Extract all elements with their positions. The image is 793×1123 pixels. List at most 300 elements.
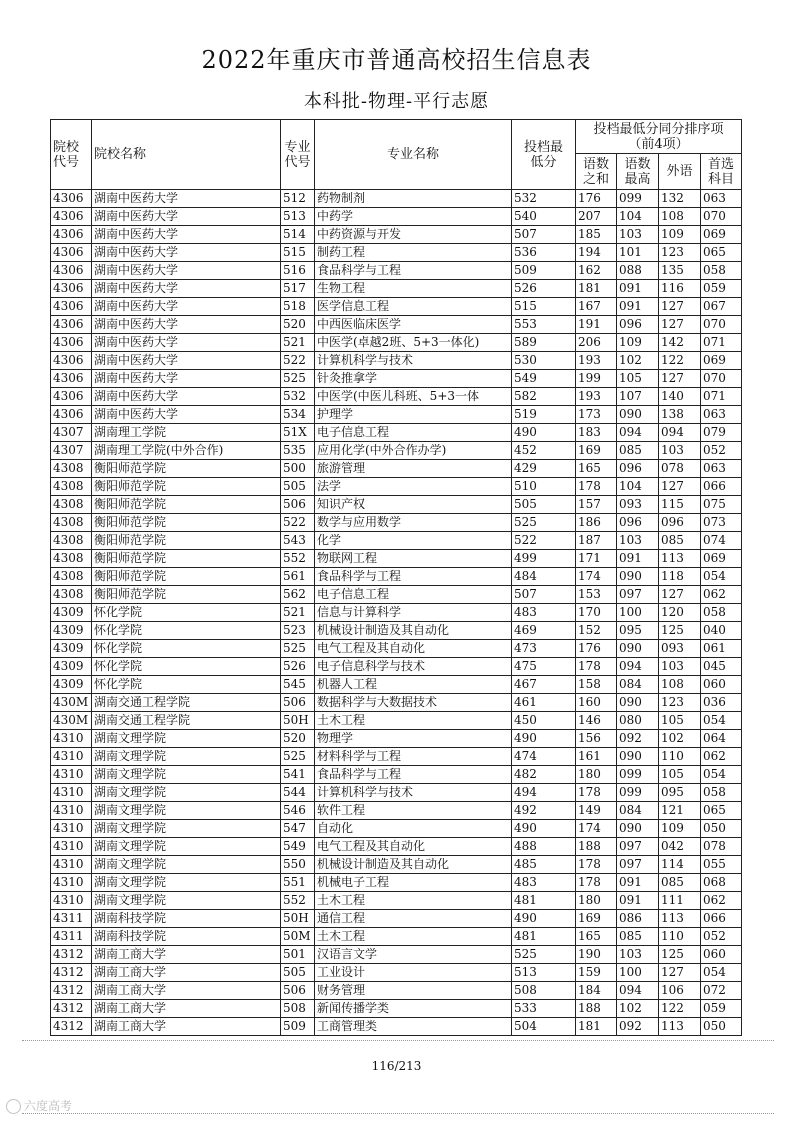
table-row	[51, 370, 742, 388]
cell-major-name: 工业设计	[315, 964, 512, 982]
table-row	[51, 766, 742, 784]
cell-foreign: 103	[659, 442, 701, 460]
cell-sum-yushu: 180	[576, 766, 617, 784]
header-tiebreak-group: 投档最低分同分排序项（前4项）	[576, 120, 742, 154]
table-row	[51, 442, 742, 460]
table-body	[51, 190, 742, 1036]
cell-major-code: 543	[281, 532, 315, 550]
cell-school-name: 湖南科技学院	[92, 928, 281, 946]
cell-major-code: 509	[281, 1018, 315, 1036]
cell-first-subject: 063	[701, 460, 742, 478]
table-row	[51, 406, 742, 424]
table-row	[51, 838, 742, 856]
cell-school-code: 430M	[51, 712, 92, 730]
cell-major-name: 土木工程	[315, 928, 512, 946]
cell-major-name: 食品科学与工程	[315, 262, 512, 280]
cell-school-name: 衡阳师范学院	[92, 550, 281, 568]
cell-school-code: 4312	[51, 1018, 92, 1036]
cell-school-code: 4310	[51, 766, 92, 784]
cell-school-code: 4312	[51, 964, 92, 982]
cell-min-score: 483	[512, 874, 576, 892]
cell-major-code: 561	[281, 568, 315, 586]
cell-min-score: 484	[512, 568, 576, 586]
cell-max-yushu: 095	[617, 622, 659, 640]
cell-first-subject: 068	[701, 874, 742, 892]
cell-sum-yushu: 149	[576, 802, 617, 820]
cell-first-subject: 050	[701, 820, 742, 838]
cell-max-yushu: 109	[617, 334, 659, 352]
cell-first-subject: 062	[701, 748, 742, 766]
cell-first-subject: 069	[701, 352, 742, 370]
cell-foreign: 125	[659, 946, 701, 964]
table-row	[51, 586, 742, 604]
cell-foreign: 122	[659, 352, 701, 370]
cell-first-subject: 069	[701, 226, 742, 244]
cell-max-yushu: 090	[617, 406, 659, 424]
cell-foreign: 108	[659, 676, 701, 694]
cell-first-subject: 052	[701, 442, 742, 460]
cell-school-name: 湖南中医药大学	[92, 208, 281, 226]
cell-first-subject: 074	[701, 532, 742, 550]
cell-school-name: 湖南文理学院	[92, 856, 281, 874]
cell-sum-yushu: 199	[576, 370, 617, 388]
cell-foreign: 127	[659, 478, 701, 496]
cell-major-name: 土木工程	[315, 712, 512, 730]
cell-sum-yushu: 178	[576, 478, 617, 496]
table-row	[51, 802, 742, 820]
cell-min-score: 530	[512, 352, 576, 370]
header-max-yushu: 语数最高	[617, 154, 659, 190]
cell-school-code: 4310	[51, 838, 92, 856]
cell-school-name: 湖南工商大学	[92, 1018, 281, 1036]
cell-school-name: 湖南中医药大学	[92, 244, 281, 262]
cell-first-subject: 070	[701, 208, 742, 226]
cell-school-code: 4306	[51, 208, 92, 226]
cell-major-name: 中西医临床医学	[315, 316, 512, 334]
cell-major-name: 通信工程	[315, 910, 512, 928]
cell-first-subject: 058	[701, 604, 742, 622]
cell-min-score: 490	[512, 730, 576, 748]
cell-first-subject: 040	[701, 622, 742, 640]
cell-school-code: 4306	[51, 388, 92, 406]
cell-school-name: 湖南中医药大学	[92, 406, 281, 424]
table-row	[51, 784, 742, 802]
cell-sum-yushu: 156	[576, 730, 617, 748]
cell-major-code: 50H	[281, 910, 315, 928]
cell-foreign: 109	[659, 820, 701, 838]
page-footer-border	[22, 1040, 774, 1114]
cell-first-subject: 070	[701, 370, 742, 388]
cell-school-code: 4309	[51, 658, 92, 676]
cell-major-name: 旅游管理	[315, 460, 512, 478]
cell-major-name: 数学与应用数学	[315, 514, 512, 532]
cell-school-name: 湖南理工学院	[92, 424, 281, 442]
cell-school-code: 4308	[51, 514, 92, 532]
cell-foreign: 127	[659, 316, 701, 334]
table-row	[51, 1018, 742, 1036]
cell-major-name: 电子信息工程	[315, 424, 512, 442]
cell-major-code: 526	[281, 658, 315, 676]
cell-major-code: 518	[281, 298, 315, 316]
cell-max-yushu: 103	[617, 226, 659, 244]
cell-max-yushu: 100	[617, 604, 659, 622]
cell-min-score: 473	[512, 640, 576, 658]
cell-major-code: 523	[281, 622, 315, 640]
cell-foreign: 113	[659, 550, 701, 568]
cell-school-name: 湖南交通工程学院	[92, 712, 281, 730]
cell-min-score: 467	[512, 676, 576, 694]
cell-foreign: 123	[659, 694, 701, 712]
cell-school-code: 4306	[51, 334, 92, 352]
cell-major-code: 50H	[281, 712, 315, 730]
cell-school-code: 4309	[51, 676, 92, 694]
header-school-name: 院校名称	[92, 120, 281, 190]
table-row	[51, 982, 742, 1000]
cell-school-name: 湖南文理学院	[92, 838, 281, 856]
cell-max-yushu: 091	[617, 874, 659, 892]
header-foreign: 外语	[659, 154, 701, 190]
table-row	[51, 604, 742, 622]
cell-foreign: 096	[659, 514, 701, 532]
cell-major-name: 电子信息科学与技术	[315, 658, 512, 676]
cell-major-name: 电子信息工程	[315, 586, 512, 604]
cell-foreign: 116	[659, 280, 701, 298]
cell-min-score: 474	[512, 748, 576, 766]
cell-major-name: 汉语言文学	[315, 946, 512, 964]
cell-max-yushu: 096	[617, 460, 659, 478]
cell-first-subject: 073	[701, 514, 742, 532]
cell-school-code: 4306	[51, 262, 92, 280]
table-row	[51, 910, 742, 928]
cell-foreign: 120	[659, 604, 701, 622]
cell-major-code: 534	[281, 406, 315, 424]
cell-school-code: 4308	[51, 532, 92, 550]
cell-school-code: 4312	[51, 982, 92, 1000]
circle-logo-icon	[6, 1099, 21, 1114]
cell-foreign: 102	[659, 730, 701, 748]
cell-max-yushu: 084	[617, 676, 659, 694]
cell-max-yushu: 105	[617, 370, 659, 388]
cell-school-code: 4308	[51, 478, 92, 496]
cell-foreign: 111	[659, 892, 701, 910]
cell-school-code: 4311	[51, 910, 92, 928]
table-row	[51, 208, 742, 226]
cell-major-code: 501	[281, 946, 315, 964]
page-number: 116/213	[371, 1059, 422, 1073]
table-row	[51, 856, 742, 874]
cell-max-yushu: 099	[617, 784, 659, 802]
cell-first-subject: 078	[701, 838, 742, 856]
cell-max-yushu: 093	[617, 496, 659, 514]
table-row	[51, 460, 742, 478]
table-row	[51, 622, 742, 640]
cell-major-code: 515	[281, 244, 315, 262]
cell-major-name: 护理学	[315, 406, 512, 424]
cell-max-yushu: 097	[617, 586, 659, 604]
cell-foreign: 094	[659, 424, 701, 442]
table-row	[51, 352, 742, 370]
cell-major-code: 547	[281, 820, 315, 838]
cell-first-subject: 071	[701, 334, 742, 352]
cell-min-score: 525	[512, 946, 576, 964]
cell-major-code: 532	[281, 388, 315, 406]
cell-school-name: 湖南工商大学	[92, 964, 281, 982]
cell-major-name: 软件工程	[315, 802, 512, 820]
cell-max-yushu: 085	[617, 928, 659, 946]
cell-school-name: 湖南中医药大学	[92, 316, 281, 334]
table-row	[51, 946, 742, 964]
cell-first-subject: 059	[701, 1000, 742, 1018]
cell-min-score: 526	[512, 280, 576, 298]
cell-min-score: 490	[512, 910, 576, 928]
cell-major-name: 新闻传播学类	[315, 1000, 512, 1018]
cell-sum-yushu: 176	[576, 640, 617, 658]
cell-school-code: 4310	[51, 856, 92, 874]
cell-max-yushu: 096	[617, 514, 659, 532]
header-school-code: 院校代号	[51, 120, 92, 190]
cell-foreign: 113	[659, 1018, 701, 1036]
cell-major-name: 信息与计算科学	[315, 604, 512, 622]
cell-school-name: 湖南文理学院	[92, 802, 281, 820]
cell-foreign: 142	[659, 334, 701, 352]
cell-sum-yushu: 178	[576, 784, 617, 802]
cell-school-name: 湖南中医药大学	[92, 298, 281, 316]
cell-major-name: 财务管理	[315, 982, 512, 1000]
cell-school-name: 怀化学院	[92, 604, 281, 622]
table-row	[51, 712, 742, 730]
cell-foreign: 140	[659, 388, 701, 406]
cell-school-code: 4310	[51, 784, 92, 802]
cell-foreign: 118	[659, 568, 701, 586]
cell-foreign: 113	[659, 910, 701, 928]
cell-foreign: 103	[659, 658, 701, 676]
cell-max-yushu: 103	[617, 532, 659, 550]
cell-sum-yushu: 193	[576, 388, 617, 406]
cell-school-name: 湖南文理学院	[92, 820, 281, 838]
cell-sum-yushu: 188	[576, 1000, 617, 1018]
cell-major-code: 544	[281, 784, 315, 802]
cell-major-name: 物联网工程	[315, 550, 512, 568]
cell-major-code: 500	[281, 460, 315, 478]
cell-major-code: 521	[281, 604, 315, 622]
cell-sum-yushu: 169	[576, 442, 617, 460]
cell-school-code: 4310	[51, 892, 92, 910]
cell-school-code: 4308	[51, 568, 92, 586]
table-row	[51, 1000, 742, 1018]
cell-sum-yushu: 207	[576, 208, 617, 226]
cell-major-name: 电气工程及其自动化	[315, 838, 512, 856]
cell-foreign: 132	[659, 190, 701, 208]
cell-min-score: 510	[512, 478, 576, 496]
cell-max-yushu: 086	[617, 910, 659, 928]
cell-major-name: 生物工程	[315, 280, 512, 298]
cell-major-code: 508	[281, 1000, 315, 1018]
cell-major-name: 工商管理类	[315, 1018, 512, 1036]
cell-school-name: 怀化学院	[92, 658, 281, 676]
cell-school-name: 衡阳师范学院	[92, 568, 281, 586]
cell-major-name: 材料科学与工程	[315, 748, 512, 766]
cell-major-code: 514	[281, 226, 315, 244]
cell-school-code: 4310	[51, 802, 92, 820]
cell-school-code: 4306	[51, 370, 92, 388]
cell-first-subject: 067	[701, 298, 742, 316]
cell-sum-yushu: 181	[576, 1018, 617, 1036]
cell-min-score: 509	[512, 262, 576, 280]
cell-foreign: 093	[659, 640, 701, 658]
cell-foreign: 122	[659, 1000, 701, 1018]
cell-sum-yushu: 176	[576, 190, 617, 208]
cell-major-code: 512	[281, 190, 315, 208]
cell-foreign: 115	[659, 496, 701, 514]
table-row	[51, 334, 742, 352]
table-row	[51, 676, 742, 694]
cell-school-name: 湖南中医药大学	[92, 280, 281, 298]
cell-major-code: 505	[281, 478, 315, 496]
header-sum-yushu: 语数之和	[576, 154, 617, 190]
cell-major-code: 535	[281, 442, 315, 460]
cell-sum-yushu: 167	[576, 298, 617, 316]
cell-max-yushu: 091	[617, 550, 659, 568]
cell-first-subject: 064	[701, 730, 742, 748]
cell-foreign: 138	[659, 406, 701, 424]
cell-first-subject: 058	[701, 262, 742, 280]
cell-school-name: 湖南中医药大学	[92, 388, 281, 406]
cell-school-code: 4309	[51, 622, 92, 640]
cell-min-score: 490	[512, 424, 576, 442]
table-row	[51, 244, 742, 262]
cell-min-score: 522	[512, 532, 576, 550]
cell-major-name: 计算机科学与技术	[315, 784, 512, 802]
cell-school-code: 4308	[51, 496, 92, 514]
table-row	[51, 478, 742, 496]
table-row	[51, 388, 742, 406]
cell-school-name: 湖南工商大学	[92, 982, 281, 1000]
cell-school-name: 衡阳师范学院	[92, 460, 281, 478]
cell-max-yushu: 092	[617, 730, 659, 748]
cell-major-code: 545	[281, 676, 315, 694]
cell-school-name: 湖南中医药大学	[92, 370, 281, 388]
cell-max-yushu: 101	[617, 244, 659, 262]
cell-max-yushu: 107	[617, 388, 659, 406]
cell-first-subject: 060	[701, 676, 742, 694]
cell-first-subject: 061	[701, 640, 742, 658]
cell-first-subject: 063	[701, 190, 742, 208]
cell-sum-yushu: 165	[576, 460, 617, 478]
cell-major-code: 546	[281, 802, 315, 820]
cell-min-score: 461	[512, 694, 576, 712]
table-row	[51, 820, 742, 838]
cell-school-code: 430M	[51, 694, 92, 712]
cell-min-score: 549	[512, 370, 576, 388]
table-row	[51, 874, 742, 892]
cell-first-subject: 036	[701, 694, 742, 712]
cell-first-subject: 066	[701, 910, 742, 928]
cell-first-subject: 062	[701, 892, 742, 910]
cell-first-subject: 066	[701, 478, 742, 496]
cell-min-score: 532	[512, 190, 576, 208]
cell-sum-yushu: 184	[576, 982, 617, 1000]
cell-school-code: 4311	[51, 928, 92, 946]
header-major-name: 专业名称	[315, 120, 512, 190]
cell-major-name: 应用化学(中外合作办学)	[315, 442, 512, 460]
cell-first-subject: 058	[701, 784, 742, 802]
cell-min-score: 507	[512, 586, 576, 604]
cell-first-subject: 059	[701, 280, 742, 298]
cell-sum-yushu: 188	[576, 838, 617, 856]
cell-school-code: 4310	[51, 730, 92, 748]
cell-first-subject: 054	[701, 766, 742, 784]
cell-first-subject: 054	[701, 568, 742, 586]
cell-sum-yushu: 173	[576, 406, 617, 424]
cell-major-code: 549	[281, 838, 315, 856]
cell-sum-yushu: 206	[576, 334, 617, 352]
cell-foreign: 127	[659, 586, 701, 604]
cell-major-code: 520	[281, 316, 315, 334]
cell-major-code: 506	[281, 982, 315, 1000]
table-row	[51, 514, 742, 532]
cell-max-yushu: 103	[617, 946, 659, 964]
cell-major-code: 541	[281, 766, 315, 784]
cell-max-yushu: 090	[617, 640, 659, 658]
cell-school-code: 4306	[51, 352, 92, 370]
cell-school-name: 湖南文理学院	[92, 748, 281, 766]
table-row	[51, 532, 742, 550]
cell-first-subject: 075	[701, 496, 742, 514]
cell-major-name: 土木工程	[315, 892, 512, 910]
cell-max-yushu: 097	[617, 838, 659, 856]
cell-sum-yushu: 171	[576, 550, 617, 568]
cell-max-yushu: 097	[617, 856, 659, 874]
cell-major-code: 516	[281, 262, 315, 280]
table-row	[51, 748, 742, 766]
table-row	[51, 964, 742, 982]
cell-min-score: 481	[512, 892, 576, 910]
cell-school-code: 4312	[51, 1000, 92, 1018]
table-row	[51, 190, 742, 208]
cell-school-name: 湖南文理学院	[92, 784, 281, 802]
cell-major-code: 562	[281, 586, 315, 604]
cell-school-code: 4306	[51, 298, 92, 316]
cell-max-yushu: 094	[617, 658, 659, 676]
cell-foreign: 114	[659, 856, 701, 874]
cell-sum-yushu: 157	[576, 496, 617, 514]
cell-min-score: 513	[512, 964, 576, 982]
watermark-text: 六度高考	[24, 1099, 73, 1113]
cell-first-subject: 055	[701, 856, 742, 874]
cell-foreign: 078	[659, 460, 701, 478]
cell-min-score: 505	[512, 496, 576, 514]
cell-major-name: 物理学	[315, 730, 512, 748]
cell-first-subject: 079	[701, 424, 742, 442]
table-row	[51, 496, 742, 514]
cell-major-name: 药物制剂	[315, 190, 512, 208]
cell-major-code: 525	[281, 640, 315, 658]
cell-sum-yushu: 161	[576, 748, 617, 766]
cell-school-code: 4312	[51, 946, 92, 964]
cell-school-name: 湖南文理学院	[92, 766, 281, 784]
cell-major-code: 513	[281, 208, 315, 226]
header-min-score: 投档最低分	[512, 120, 576, 190]
cell-max-yushu: 090	[617, 748, 659, 766]
cell-min-score: 515	[512, 298, 576, 316]
table-row	[51, 694, 742, 712]
cell-min-score: 508	[512, 982, 576, 1000]
cell-first-subject: 063	[701, 406, 742, 424]
cell-min-score: 540	[512, 208, 576, 226]
cell-min-score: 519	[512, 406, 576, 424]
table-row	[51, 226, 742, 244]
cell-school-name: 衡阳师范学院	[92, 514, 281, 532]
